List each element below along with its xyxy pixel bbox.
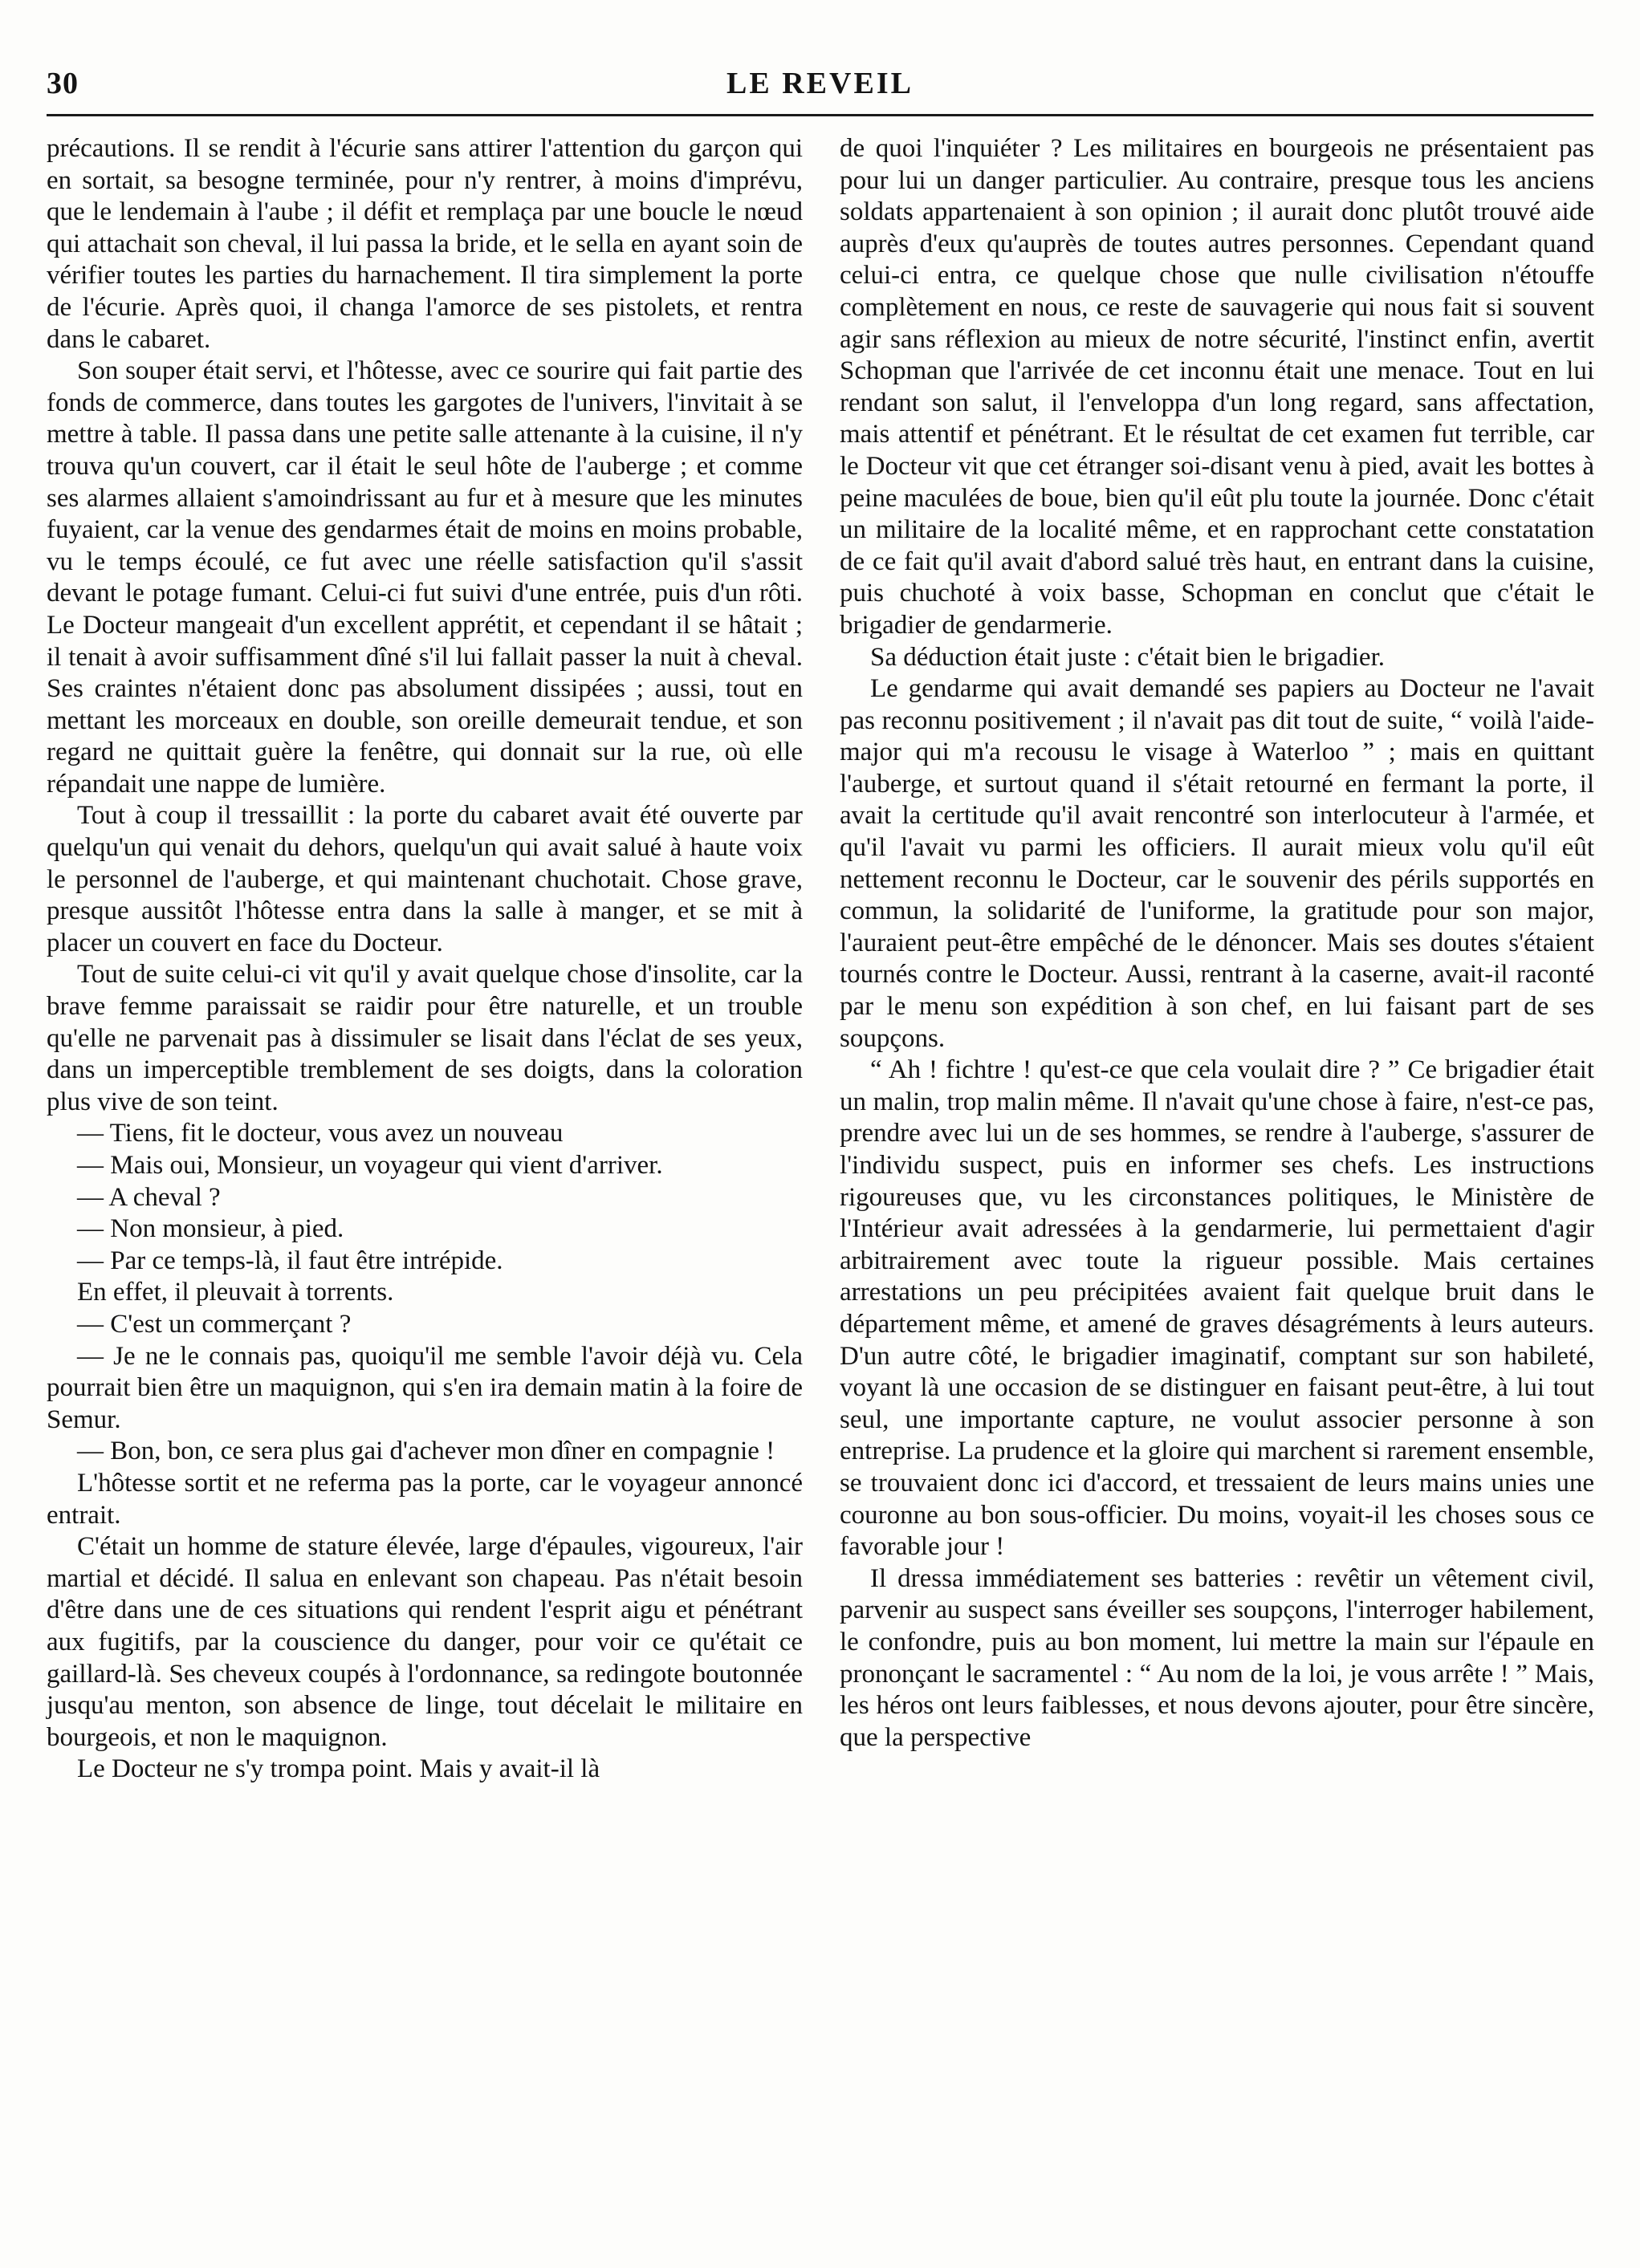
- dialogue-line: — Bon, bon, ce sera plus gai d'achever mon dîner en compagnie !: [77, 1437, 775, 1466]
- paragraph: “ Ah ! fichtre ! qu'est-ce que cela voulait dire ? ” Ce brigadier était un malin, trop malin même. Il n'avait qu'une chose à faire, n'est-ce pas, prendre avec lui un de ses hommes, se rendre à l'auberge, s'assurer de l'individu suspect, puis en informer ses chefs. Les instructions rigoureuses que, vu les circonstances politiques, le Ministère de l'Intérieur avait adressées à la gendarmerie, lui permettaient d'agir arbitrairement avec toute la rigueur possible. Mais certaines arrestations un peu précipitées avaient fait quelque bruit dans le département même, et amené de graves désagréments à leurs auteurs. D'un autre côté, le brigadier imaginatif, comptant sur son habileté, voyant là une occasion de se distinguer en faisant peut-être, à lui tout seul, une importante capture, ne voulut associer personne à son entreprise. La prudence et la gloire qui marchent si rarement ensemble, se trouvaient donc ici d'accord, et tressaient de leurs mains unies une couronne au bon sous-officier. Du moins, voyait-il les choses sous ce favorable jour !: [840, 1055, 1594, 1562]
- paragraph: précautions. Il se rendit à l'écurie sans attirer l'attention du garçon qui en sortait, sa besogne terminée, pour n'y rentrer, à moins d'imprévu, que le lendemain à l'aube ; il défit et remplaça par une boucle le nœud qui attachait son cheval, il lui passa la bride, et le sella en ayant soin de vérifier toutes les parties du harnachement. Il tira simplement la porte de l'écurie. Après quoi, il changa l'amorce de ses pistolets, et rentra dans le cabaret.: [47, 134, 803, 354]
- running-header: [47, 66, 1593, 116]
- left-column: [47, 133, 803, 1786]
- paragraph: L'hôtesse sortit et ne referma pas la porte, car le voyageur annoncé entrait.: [47, 1468, 803, 1530]
- dialogue-line: — Non monsieur, à pied.: [77, 1214, 344, 1244]
- paragraph: de quoi l'inquiéter ? Les militaires en bourgeois ne présentaient pas pour lui un danger particulier. Au contraire, presque tous les anciens soldats appartenaient à son opinion ; il aurait donc plutôt trouvé aide auprès d'eux qu'auprès de toutes autres personnes. Cependant quand celui-ci entra, ce quelque chose que nulle civilisation n'étouffe complètement en nous, ce reste de sauvagerie qui nous fait si souvent agir sans réflexion au mieux de notre sécurité, l'instinct enfin, avertit Schopman que l'arrivée de cet inconnu était une menace. Tout en lui rendant son salut, il l'enveloppa d'un long regard, sans affectation, mais attentif et pénétrant. Et le résultat de cet examen fut terrible, car le Docteur vit que cet étranger soi-disant venu à pied, avait les bottes à peine maculées de boue, bien qu'il eût plu toute la journée. Donc c'était un militaire de la localité même, et en rapprochant cette constatation de ce fait qu'il avait d'abord salué très haut, en entrant dans la cuisine, puis chuchoté à voix basse, Schopman en conclut que c'était le brigadier de gendarmerie.: [840, 134, 1594, 640]
- dialogue-line: — A cheval ?: [77, 1182, 221, 1212]
- page-number: 30: [47, 67, 79, 100]
- paragraph: Sa déduction était juste : c'était bien le brigadier.: [870, 642, 1385, 672]
- paragraph: Le Docteur ne s'y trompa point. Mais y avait-il là: [77, 1754, 600, 1784]
- dialogue-line: — Par ce temps-là, il faut être intrépide.: [77, 1246, 503, 1275]
- paragraph: Le gendarme qui avait demandé ses papiers au Docteur ne l'avait pas reconnu positivement ; il n'avait pas dit tout de suite, “ voilà l'aide-major qui m'a recousu le visage à Waterloo ” ; mais en quittant l'auberge, et surtout quand il s'était retourné en fermant la porte, il avait la certitude qu'il avait rencontré son interlocuteur à l'armée, et qu'il l'avait vu parmi les officiers. Il aurait mieux volu qu'il eût nettement reconnu le Docteur, car le souvenir des périls supportés en commun, la solidarité de l'uniforme, la gratitude pour son major, l'auraient peut-être empêché de le dénoncer. Mais ses doutes s'étaient tournés contre le Docteur. Aussi, rentrant à la caserne, avait-il raconté par le menu son expédition à son chef, en lui faisant part de ses soupçons.: [840, 674, 1594, 1053]
- paragraph: Son souper était servi, et l'hôtesse, avec ce sourire qui fait partie des fonds de commerce, dans toutes les gargotes de l'univers, l'invitait à se mettre à table. Il passa dans une petite salle attenante à la cuisine, il n'y trouva qu'un couvert, car il était le seul hôte de l'auberge ; et comme ses alarmes allaient s'amoindrissant au fur et à mesure que les minutes fuyaient, car la venue des gendarmes était de moins en moins probable, vu le temps écoulé, ce fut avec une réelle satisfaction qu'il s'assit devant le potage fumant. Celui-ci fut suivi d'une entrée, puis d'un rôti. Le Docteur mangeait d'un excellent apprétit, et cependant il se hâtait ; il tenait à avoir suffisamment dîné s'il lui fallait passer la nuit à cheval. Ses craintes n'étaient donc pas absolument dissipées ; aussi, tout en mettant les morceaux en double, son oreille demeurait tendue, et son regard ne quittait guère la fenêtre, qui donnait sur la rue, où elle répandait une nappe de lumière.: [47, 356, 803, 799]
- dialogue-line: — Tiens, fit le docteur, vous avez un nouveau: [77, 1119, 564, 1148]
- journal-title: LE REVEIL: [726, 67, 914, 100]
- dialogue-line: — C'est un commerçant ?: [77, 1309, 352, 1339]
- paragraph: C'était un homme de stature élevée, large d'épaules, vigoureux, l'air martial et décidé. Il salua en enlevant son chapeau. Pas n'était besoin d'être dans une de ces situations qui rendent l'esprit aigu et pénétrant aux fugitifs, par la couscience du danger, pour voir ce qu'était ce gaillard-là. Ses cheveux coupés à l'ordonnance, sa redingote boutonnée jusqu'au menton, son absence de linge, tout décelait le militaire en bourgeois, et non le maquignon.: [47, 1532, 803, 1752]
- paragraph: En effet, il pleuvait à torrents.: [77, 1278, 394, 1307]
- dialogue-line: — Je ne le connais pas, quoiqu'il me semble l'avoir déjà vu. Cela pourrait bien être un maquignon, qui s'en ira demain matin à la foire de Semur.: [47, 1341, 803, 1434]
- paragraph: Il dressa immédiatement ses batteries : revêtir un vêtement civil, parvenir au suspect sans éveiller ses soupçons, l'interroger habilement, le confondre, puis au bon moment, lui mettre la main sur l'épaule en prononçant le sacramentel : “ Au nom de la loi, je vous arrête ! ” Mais, les héros ont leurs faiblesses, et nous devons ajouter, pour être sincère, que la perspective: [840, 1563, 1594, 1752]
- paragraph: Tout à coup il tressaillit : la porte du cabaret avait été ouverte par quelqu'un qui venait du dehors, quelqu'un qui avait salué à haute voix le personnel de l'auberge, et qui maintenant chuchotait. Chose grave, presque aussitôt l'hôtesse entra dans la salle à manger, et se mit à placer un couvert en face du Docteur.: [47, 801, 803, 957]
- right-column: [840, 133, 1594, 1754]
- paragraph: Tout de suite celui-ci vit qu'il y avait quelque chose d'insolite, car la brave femme paraissait se raidir pour être naturelle, et un trouble qu'elle ne parvenait pas à dissimuler se lisait dans l'éclat de ses yeux, dans un imperceptible tremblement de ses doigts, dans la coloration plus vive de son teint.: [47, 960, 803, 1116]
- dialogue-line: — Mais oui, Monsieur, un voyageur qui vient d'arriver.: [77, 1151, 663, 1180]
